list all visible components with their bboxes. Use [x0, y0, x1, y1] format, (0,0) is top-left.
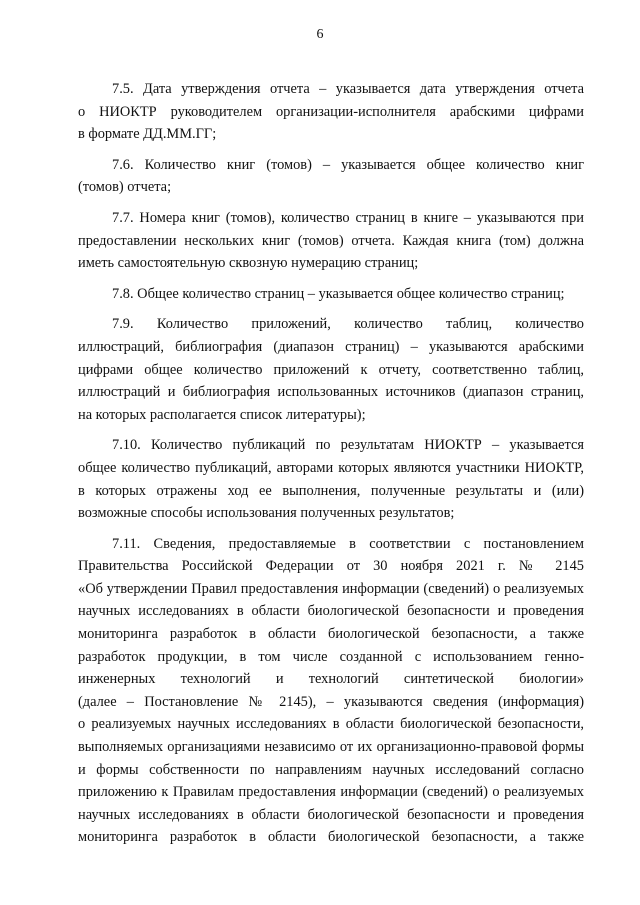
text-line: инженерных технологий и технологий синтетической биологии» [78, 671, 584, 688]
paragraph [78, 313, 584, 426]
text-line: иметь самостоятельную сквозную нумерацию страниц; [78, 255, 419, 272]
text-line: цифрами общее количество приложений к отчету, соответственно таблиц, [78, 361, 584, 378]
text-line: иллюстраций, библиография (диапазон страниц) – указываются арабскими [78, 338, 584, 355]
page-number: 6 [316, 27, 324, 42]
text-line: мониторинга разработок в области биологической безопасности, а также [78, 626, 584, 643]
text-line: 7.11. Сведения, предоставляемые в соответствии с постановлением [112, 535, 584, 552]
paragraph [78, 283, 584, 306]
text-line: (далее – Постановление № 2145), – указываются сведения (информация) [78, 693, 584, 710]
text-line: 7.9. Количество приложений, количество таблиц, количество [112, 316, 584, 333]
text-line: в которых отражены ход ее выполнения, полученные результаты и (или) [78, 482, 584, 499]
text-line: 7.7. Номера книг (томов), количество страниц в книге – указываются при [112, 209, 584, 226]
text-line: иллюстраций и библиография использованных источников (диапазон страниц, [78, 384, 584, 401]
document-body [78, 78, 584, 849]
paragraph [78, 207, 584, 275]
text-line: о НИОКТР руководителем организации-исполнителя арабскими цифрами [78, 103, 584, 120]
text-line: общее количество публикаций, авторами которых являются участники НИОКТР, [78, 459, 584, 476]
text-line: научных исследованиях в области биологической безопасности и проведения [78, 806, 584, 823]
text-line: 7.5. Дата утверждения отчета – указывается дата утверждения отчета [112, 81, 584, 97]
text-line: разработок продукции, в том числе созданной с использованием генно- [78, 648, 584, 665]
text-line: 7.6. Количество книг (томов) – указывается общее количество книг [112, 156, 584, 173]
text-line: мониторинга разработок в области биологической безопасности, а также [78, 829, 584, 846]
text-line: 7.10. Количество публикаций по результатам НИОКТР – указывается [112, 437, 584, 454]
text-line: (томов) отчета; [78, 179, 172, 196]
text-line: научных исследованиях в области биологической безопасности и проведения [78, 603, 584, 620]
text-line: о реализуемых научных исследованиях в области биологической безопасности, [78, 716, 584, 733]
paragraph [78, 154, 584, 199]
paragraph [78, 78, 584, 146]
text-line: Правительства Российской Федерации от 30 ноября 2021 г. № 2145 [78, 558, 584, 575]
text-line: выполняемых организациями независимо от их организационно-правовой формы [78, 739, 584, 756]
paragraph [78, 533, 584, 849]
text-line: предоставлении нескольких книг (томов) отчета. Каждая книга (том) должна [78, 232, 584, 249]
text-line: 7.8. Общее количество страниц – указывается общее количество страниц; [112, 285, 565, 302]
text-line: возможные способы использования полученных результатов; [78, 505, 455, 522]
text-line: и формы собственности по направлениям научных исследований согласно [78, 761, 584, 778]
text-line: приложению к Правилам предоставления информации (сведений) о реализуемых [78, 784, 584, 801]
text-line: в формате ДД.ММ.ГГ; [78, 126, 217, 143]
paragraph [78, 434, 584, 524]
text-line: «Об утверждении Правил предоставления информации (сведений) о реализуемых [78, 580, 584, 597]
text-line: на которых располагается список литературы); [78, 406, 366, 423]
